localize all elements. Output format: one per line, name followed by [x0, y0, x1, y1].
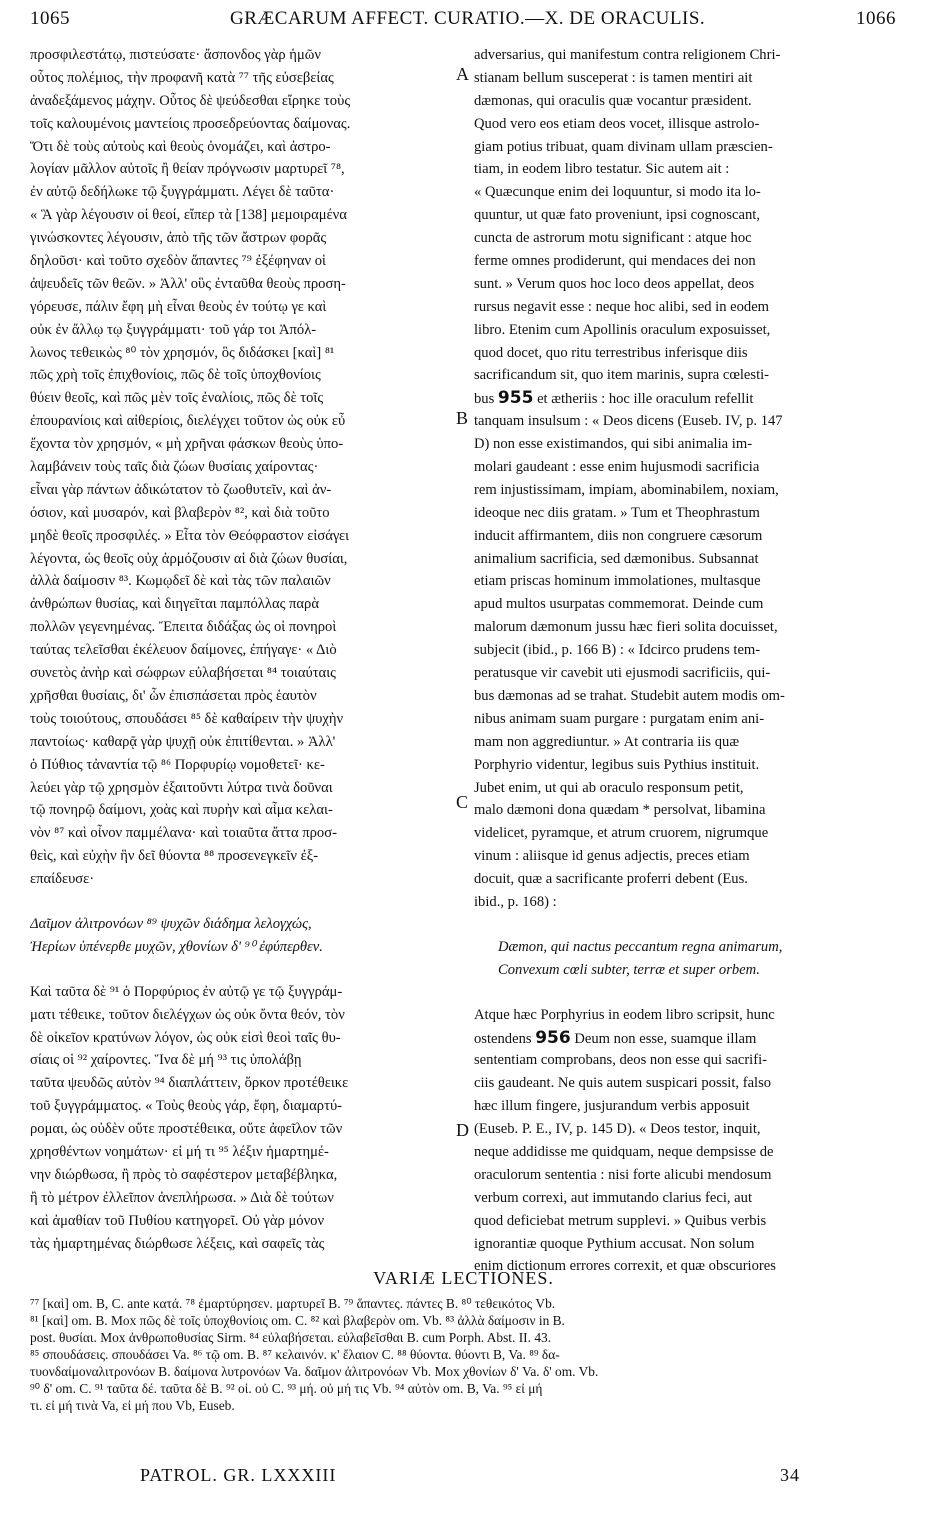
- latin-text-line: Jubet enim, ut qui ab oraculo responsum petit,: [474, 779, 744, 796]
- latin-text-line: peratusque vir cavebit uti ejusmodi sacrificiis, qui-: [474, 665, 771, 682]
- latin-text-line: nibus animam suam purgare : purgatam enim ani-: [474, 710, 765, 727]
- greek-text-line: παντοίως· καθαρᾷ γὰρ ψυχῇ οὐκ ἐπιτίθενται. » Ἀλλ': [30, 733, 336, 750]
- page-footer: [140, 1465, 800, 1493]
- latin-text-line: ciis gaudeant. Ne quis autem suspicari possit, falso: [474, 1075, 772, 1092]
- latin-text-line: Quod vero eos etiam deos vocet, illisque astrolo-: [474, 115, 760, 132]
- greek-text-line: ἐν αὐτῷ δεδήλωκε τῷ ξυγγράμματι. Λέγει δὲ ταῦτα·: [30, 184, 335, 201]
- latin-text-line: adversarius, qui manifestum contra religionem Chri-: [474, 47, 781, 63]
- greek-text-line: οὗτος πολέμιος, τὴν προφανῆ κατὰ ⁷⁷ τῆς εὐσεβείας: [30, 69, 334, 86]
- greek-text-line: λέγοντα, ὡς θεοῖς οὐχ ἁρμόζουσιν αἱ διὰ ζώων θυσίαι,: [30, 550, 348, 567]
- margin-letter-d: D: [456, 1120, 469, 1140]
- variae-lectiones-title: VARIÆ LECTIONES.: [373, 1268, 554, 1288]
- latin-text-line: ideoque nec diis gratam. » Tum et Theophrastum: [474, 504, 760, 521]
- greek-text-line: πῶς χρὴ τοῖς ἐπιχθονίοις, πῶς δὲ τοῖς ὑποχθονίοις: [30, 367, 321, 384]
- greek-text-line: προσφιλεστάτῳ, πιστεύσατε· ἄσπονδος γὰρ ἡμῶν: [30, 47, 321, 63]
- greek-text-line: ρομαι, ὡς οὐδὲν οὔτε προστέθεικα, οὔτε ἀφεῖλον τῶν: [30, 1121, 343, 1138]
- greek-text-line: μηδὲ θεοῖς προσφιλές. » Εἶτα τὸν Θεόφραστον εἰσάγει: [30, 527, 350, 544]
- variant-note-line: ⁸⁵ σπουδάσεις. σπουδάσει Va. ⁸⁶ τῷ om. B. ⁸⁷ κελαινόν. κ' ἔλαιον C. ⁸⁸ θύοντα. θύοντι B, Va. ⁸⁹ δα-: [30, 1347, 560, 1362]
- greek-text-line: ἀλλὰ δαίμοσιν ⁸³. Κωμῳδεῖ δὲ καὶ τὰς τῶν παλαιῶν: [30, 573, 331, 590]
- greek-text-line: πολλῶν γεγενημένας. Ἔπειτα διδάξας ὡς οἱ πονηροὶ: [30, 619, 337, 636]
- greek-text-line: ἐπουρανίοις καὶ αἰθερίοις, διελέγχει τοῦτον ὡς οὐκ εὖ: [30, 413, 346, 430]
- latin-text-line: quod docet, quo ritu terrestribus inferisque diis: [474, 344, 748, 361]
- latin-text-line: sacrificandum sit, quo item marinis, supra cœlesti-: [474, 367, 770, 384]
- latin-text-line: tiam, in eodem libro testatur. Sic autem ait :: [474, 161, 730, 178]
- latin-text-line: malo dæmoni dona quædam * persolvat, libamina: [474, 802, 766, 819]
- column-number: 956: [535, 1027, 571, 1048]
- page-number-left: 1065: [30, 8, 70, 29]
- greek-text-line: ἀψευδεῖς τῶν θεῶν. » Ἀλλ' οὓς ἐνταῦθα θεοὺς προση-: [30, 275, 346, 292]
- greek-text-line: ἢ τὸ μέτρον ἐλλεῖπον ἀνεπλήρωσα. » Διὰ δὲ τούτων: [30, 1189, 334, 1206]
- latin-text-line: enim dictionum errores correxit, et quæ obscuriores: [474, 1258, 776, 1275]
- latin-text-line: (Euseb. P. E., IV, p. 145 D). « Deos testor, inquit,: [474, 1121, 761, 1138]
- latin-text-line: subjecit (ibid., p. 166 B) : « Idcirco prudens tem-: [474, 642, 761, 659]
- greek-text-line: καὶ ἀμαθίαν τοῦ Πυθίου κατηγορεῖ. Οὐ γὰρ μόνον: [30, 1212, 325, 1229]
- latin-text-line: rem injustissimam, impiam, abominabilem, noxiam,: [474, 481, 779, 498]
- latin-text-line: giam potius tribuat, quam divinam ullam præscien-: [474, 138, 773, 155]
- running-title: GRÆCARUM AFFECT. CURATIO.—X. DE ORACULIS.: [230, 8, 706, 29]
- section-gap: [30, 959, 464, 981]
- greek-text-line: ἀναδεξάμενος μάχην. Οὗτος δὲ ψεύδεσθαι εἴρηκε τοὺς: [30, 92, 351, 109]
- latin-text-line: apud multos usurpatas commemorat. Deinde cum: [474, 596, 764, 613]
- latin-text-line: malorum dæmonum jussu hæc fieri solita docuisset,: [474, 619, 778, 636]
- greek-text-line: ματι τέθεικε, τοῦτον διελέγχων ὡς οὐκ ὄντα θεόν, τὸν: [30, 1006, 345, 1023]
- latin-text-line: neque addidisse me quidquam, neque dempsisse de: [474, 1143, 774, 1160]
- greek-text-line: ταύτας τελεῖσθαι ἐκέλευον δαίμονες, ἐπήγαγε· « Διὸ: [30, 642, 337, 659]
- latin-text-line: sententiam comprobans, deos non esse qui sacrifi-: [474, 1052, 768, 1069]
- latin-text-line: mam non aggrediuntur. » At contraria iis quæ: [474, 733, 740, 750]
- greek-text-line: ταῦτα ψευδῶς αὐτὸν ⁹⁴ διαπλάττειν, ὅρκον προτέθεικε: [30, 1075, 349, 1092]
- greek-text-line: γινώσκοντες λέγουσιν, ἀπὸ τῆς τῶν ἄστρων φορᾶς: [30, 230, 327, 247]
- latin-text-line: Atque hæc Porphyrius in eodem libro scripsit, hunc: [474, 1006, 775, 1023]
- greek-text-line: γόρευσε, πάλιν ἔφη μὴ εἶναι θεοὺς ἐν τούτῳ γε καὶ: [30, 298, 327, 315]
- greek-text-line: « Ἃ γὰρ λέγουσιν οἱ θεοί, εἴπερ τὰ [138] μεμοιραμένα: [30, 207, 347, 224]
- section-gap: [30, 891, 464, 913]
- greek-column: [30, 44, 464, 1255]
- latin-text-line: etiam priscas hominum immolationes, multasque: [474, 573, 761, 590]
- page-header: [30, 8, 896, 38]
- latin-text-line: hæc illum fingere, jusjurandum verbis apposuit: [474, 1098, 750, 1115]
- greek-text-line: λωνος τεθεικὼς ⁸⁰ τὸν χρησμόν, ὃς διδάσκει [καὶ] ⁸¹: [30, 344, 335, 361]
- margin-letter-c: C: [456, 792, 469, 812]
- greek-text-line: λογίαν μᾶλλον αὐτοῖς ἢ θείαν πρόγνωσιν μαρτυρεῖ ⁷⁸,: [30, 161, 345, 178]
- latin-text-line: ferme omnes prodiderunt, qui mendaces dei non: [474, 253, 756, 270]
- latin-text-line: « Quæcunque enim dei loquuntur, si modo ita lo-: [474, 184, 761, 201]
- greek-text-line: τοῦ ξυγγράμματος. « Τοὺς θεοὺς γάρ, ἔφη, διαμαρτύ-: [30, 1098, 343, 1115]
- greek-text-line: Καὶ ταῦτα δὲ ⁹¹ ὁ Πορφύριος ἐν αὐτῷ γε τῷ ξυγγράμ-: [30, 983, 343, 1000]
- latin-column: [474, 44, 894, 1278]
- greek-text-line: ἀνθρώπων θυσίας, καὶ διηγεῖται παμπόλλας παρὰ: [30, 596, 319, 613]
- variant-note-line: τυονδαίμοναλιτρονόων B. δαίμονα λυτρονόων Va. δαῖμον ἀλιτρονόων Vb. Mox χθονίων δ' Va. δ' om. Vb.: [30, 1364, 599, 1379]
- greek-text-line: σίαις οἱ ⁹² χαίροντες. Ἵνα δὲ μή ⁹³ τις ὑπολάβῃ: [30, 1052, 302, 1069]
- latin-text-line: quod deficiebat metrum supplevi. » Quibus verbis: [474, 1212, 767, 1229]
- greek-text-line: όσιον, καὶ μυσαρόν, καὶ βλαβερὸν ⁸², καὶ διὰ τοῦτο: [30, 504, 330, 521]
- latin-text-line: inducit affirmantem, diis non congruere cæsorum: [474, 527, 763, 544]
- latin-text-line: verbum correxi, aut immutando clarius feci, aut: [474, 1189, 752, 1206]
- section-gap: [474, 914, 894, 936]
- greek-text-line: θεὶς, καὶ εὐχὴν ἣν δεῖ θύοντα ⁸⁸ προσενεγκεῖν ἐξ-: [30, 848, 319, 865]
- greek-text-line: χρησθέντων νοημάτων· εἰ μή τι ⁹⁵ λέξιν ἡμαρτημέ-: [30, 1143, 329, 1160]
- latin-text-line: ignorantiæ quoque Pythium accusat. Non solum: [474, 1235, 755, 1252]
- latin-text-line: Porphyrio videntur, legibus suis Pythius instituit.: [474, 756, 760, 773]
- variant-note-line: ⁹⁰ δ' om. C. ⁹¹ ταῦτα δέ. ταῦτα δὲ B. ⁹² οἱ. οὐ C. ⁹³ μή. οὐ μή τις Vb. ⁹⁴ αὐτὸν om. B, Va. ⁹⁵ εἰ μή: [30, 1381, 543, 1396]
- latin-text-line: sunt. » Verum quos hoc loco deos appellat, deos: [474, 275, 755, 292]
- latin-text-line: videlicet, pyramque, et atrum cruorem, nigrumque: [474, 825, 769, 842]
- variant-notes: [30, 1295, 896, 1414]
- greek-text-line: οὐκ ἐν ἄλλῳ τῳ ξυγγράμματι· τοῦ γάρ τοι Ἀπόλ-: [30, 321, 317, 338]
- greek-text-line: τοῖς καλουμένοις μαντείοις προσεδρεύοντας δαίμονας.: [30, 115, 351, 132]
- latin-text-line: animalium sacrificia, sed dæmonibus. Subsannat: [474, 550, 759, 567]
- latin-text-line: rursus negavit esse : neque hoc alibi, sed in eodem: [474, 298, 770, 315]
- greek-verse-line: Δαῖμον ἀλιτρονόων ⁸⁹ ψυχῶν διάδημα λελογχώς,: [30, 915, 312, 932]
- section-gap: [474, 982, 894, 1004]
- latin-text-line: stianam bellum susceperat : is tamen mentiri ait: [474, 69, 753, 86]
- latin-text-line: D) non esse existimandos, qui sibi animalia im-: [474, 436, 753, 453]
- greek-text-line: χρῆσθαι θυσίαις, δι' ὧν ἐπισπάσεται πρὸς ἑαυτὸν: [30, 687, 317, 704]
- latin-text-line: ostendens 956 Deum non esse, suamque illam: [474, 1027, 757, 1048]
- greek-text-line: τὰς ἡμαρτημένας διώρθωσε λέξεις, καὶ σαφεῖς τὰς: [30, 1235, 325, 1252]
- latin-text-line: cuncta de astrorum motu significant : atque hoc: [474, 230, 752, 247]
- greek-text-line: τοὺς τοιούτους, σπουδάσει ⁸⁵ δὲ καθαίρειν τὴν ψυχὴν: [30, 710, 344, 727]
- latin-text-line: quuntur, ut quæ fato proveniunt, ipsi cognoscant,: [474, 207, 760, 224]
- margin-letter-b: B: [456, 408, 469, 428]
- latin-text-line: vinum : aliisque id genus adjectis, preces etiam: [474, 848, 750, 865]
- greek-text-line: δὲ οἰκεῖον κρατύνων λόγον, ὡς οὐκ εἰσὶ θεοὶ ταῖς θυ-: [30, 1029, 341, 1046]
- greek-text-line: επαίδευσε·: [30, 871, 95, 888]
- variant-note-line: ⁷⁷ [καὶ] om. B, C. ante κατά. ⁷⁸ ἐμαρτύρησεν. μαρτυρεῖ B. ⁷⁹ ἅπαντες. πάντες B. ⁸⁰ τεθεικότος Vb.: [30, 1296, 556, 1311]
- greek-text-line: δηλοῦσι· καὶ τοῦτο σχεδὸν ἅπαντες ⁷⁹ ἐξέφηναν οἱ: [30, 253, 326, 270]
- latin-text-line: ibid., p. 168) :: [474, 893, 557, 910]
- greek-text-line: τῷ πονηρῷ δαίμονι, χοὰς καὶ πυρὴν καὶ αἷμα κελαι-: [30, 802, 333, 819]
- latin-verse-line: Convexum cœli subter, terræ et super orbem.: [498, 961, 760, 978]
- latin-verse-line: Dæmon, qui nactus peccantum regna animarum,: [498, 938, 783, 955]
- variant-note-line: post. θυσίαι. Mox ἀνθρωποθυσίας Sirm. ⁸⁴ εὐλαβήσεται. εὐλαβεῖσθαι B. cum Porph. Abst. II. 43.: [30, 1330, 552, 1345]
- greek-text-line: εἶναι γὰρ πάντων ἀδικώτατον τὸ ζωοθυτεῖν, καὶ ἀν-: [30, 481, 332, 498]
- column-number: 955: [497, 388, 534, 409]
- greek-text-line: λαμβάνειν τοὺς ταῖς διὰ ζώων θυσίαις χαίροντας·: [30, 459, 319, 476]
- latin-text-line: tanquam insulsum : « Deos dicens (Euseb. IV, p. 147: [474, 413, 783, 430]
- greek-text-line: νην διώρθωσα, ἢ πρὸς τὸ σαφέστερον μεταβέβληκα,: [30, 1166, 338, 1183]
- variant-note-line: τι. εἰ μή τινὰ Va, εἰ μή που Vb, Euseb.: [30, 1398, 235, 1413]
- greek-text-line: ὁ Πύθιος τἀναντία τῷ ⁸⁶ Πορφυρίῳ νομοθετεῖ· κε-: [30, 756, 325, 773]
- greek-text-line: νὸν ⁸⁷ καὶ οἶνον παμμέλανα· καὶ τοιαῦτα ἄττα προσ-: [30, 825, 337, 842]
- latin-text-line: bus 955 et ætheriis : hoc ille oraculum refellit: [474, 388, 754, 409]
- latin-text-line: molari gaudeant : esse enim hujusmodi sacrificia: [474, 459, 760, 476]
- variant-note-line: ⁸¹ [καὶ] om. B. Mox πῶς δὲ τοῖς ὑποχθονίοις om. C. ⁸² καὶ βλαβερὸν om. Vb. ⁸³ ἀλλὰ δαίμοσιν in B.: [30, 1313, 565, 1328]
- margin-letter-a: A: [456, 64, 469, 84]
- latin-text-line: dæmonas, qui oraculis quæ vocantur præsident.: [474, 92, 752, 109]
- greek-text-line: θύειν θεοῖς, καὶ πῶς μὲν τοῖς ἐναλίοις, πῶς δὲ τοῖς: [30, 390, 324, 407]
- greek-text-line: συνετὸς ἀνὴρ καὶ σώφρων εὐλαβήσεται ⁸⁴ τοιαύταις: [30, 665, 336, 682]
- latin-text-line: bus dæmonas ad se trahat. Studebit autem modis om-: [474, 687, 785, 704]
- page-number-right: 1066: [856, 8, 896, 29]
- greek-verse-line: Ἠερίων ὑπένερθε μυχῶν, χθονίων δ' ⁹⁰ ἐφύπερθεν.: [30, 938, 323, 955]
- footer-signature: 34: [780, 1465, 800, 1485]
- footer-series: PATROL. GR. LXXXIII: [140, 1465, 337, 1485]
- latin-text-line: docuit, quæ a sacrificante proferri debent (Eus.: [474, 871, 748, 888]
- latin-text-line: libro. Etenim cum Apollinis oraculum exposuisset,: [474, 321, 771, 338]
- greek-text-line: Ὅτι δὲ τοὺς αὐτοὺς καὶ θεοὺς ὀνομάζει, καὶ ἀστρο-: [30, 138, 331, 155]
- greek-text-line: ἔχοντα τὸν χρησμόν, « μὴ χρῆναι φάσκων θεοὺς ὑπο-: [30, 436, 344, 453]
- greek-text-line: λεύει γὰρ τῷ χρησμὸν ἐξαιτοῦντι λύτρα τινὰ δοῦναι: [30, 779, 333, 796]
- latin-text-line: oraculorum sententia : nisi forte alicubi mendosum: [474, 1166, 772, 1183]
